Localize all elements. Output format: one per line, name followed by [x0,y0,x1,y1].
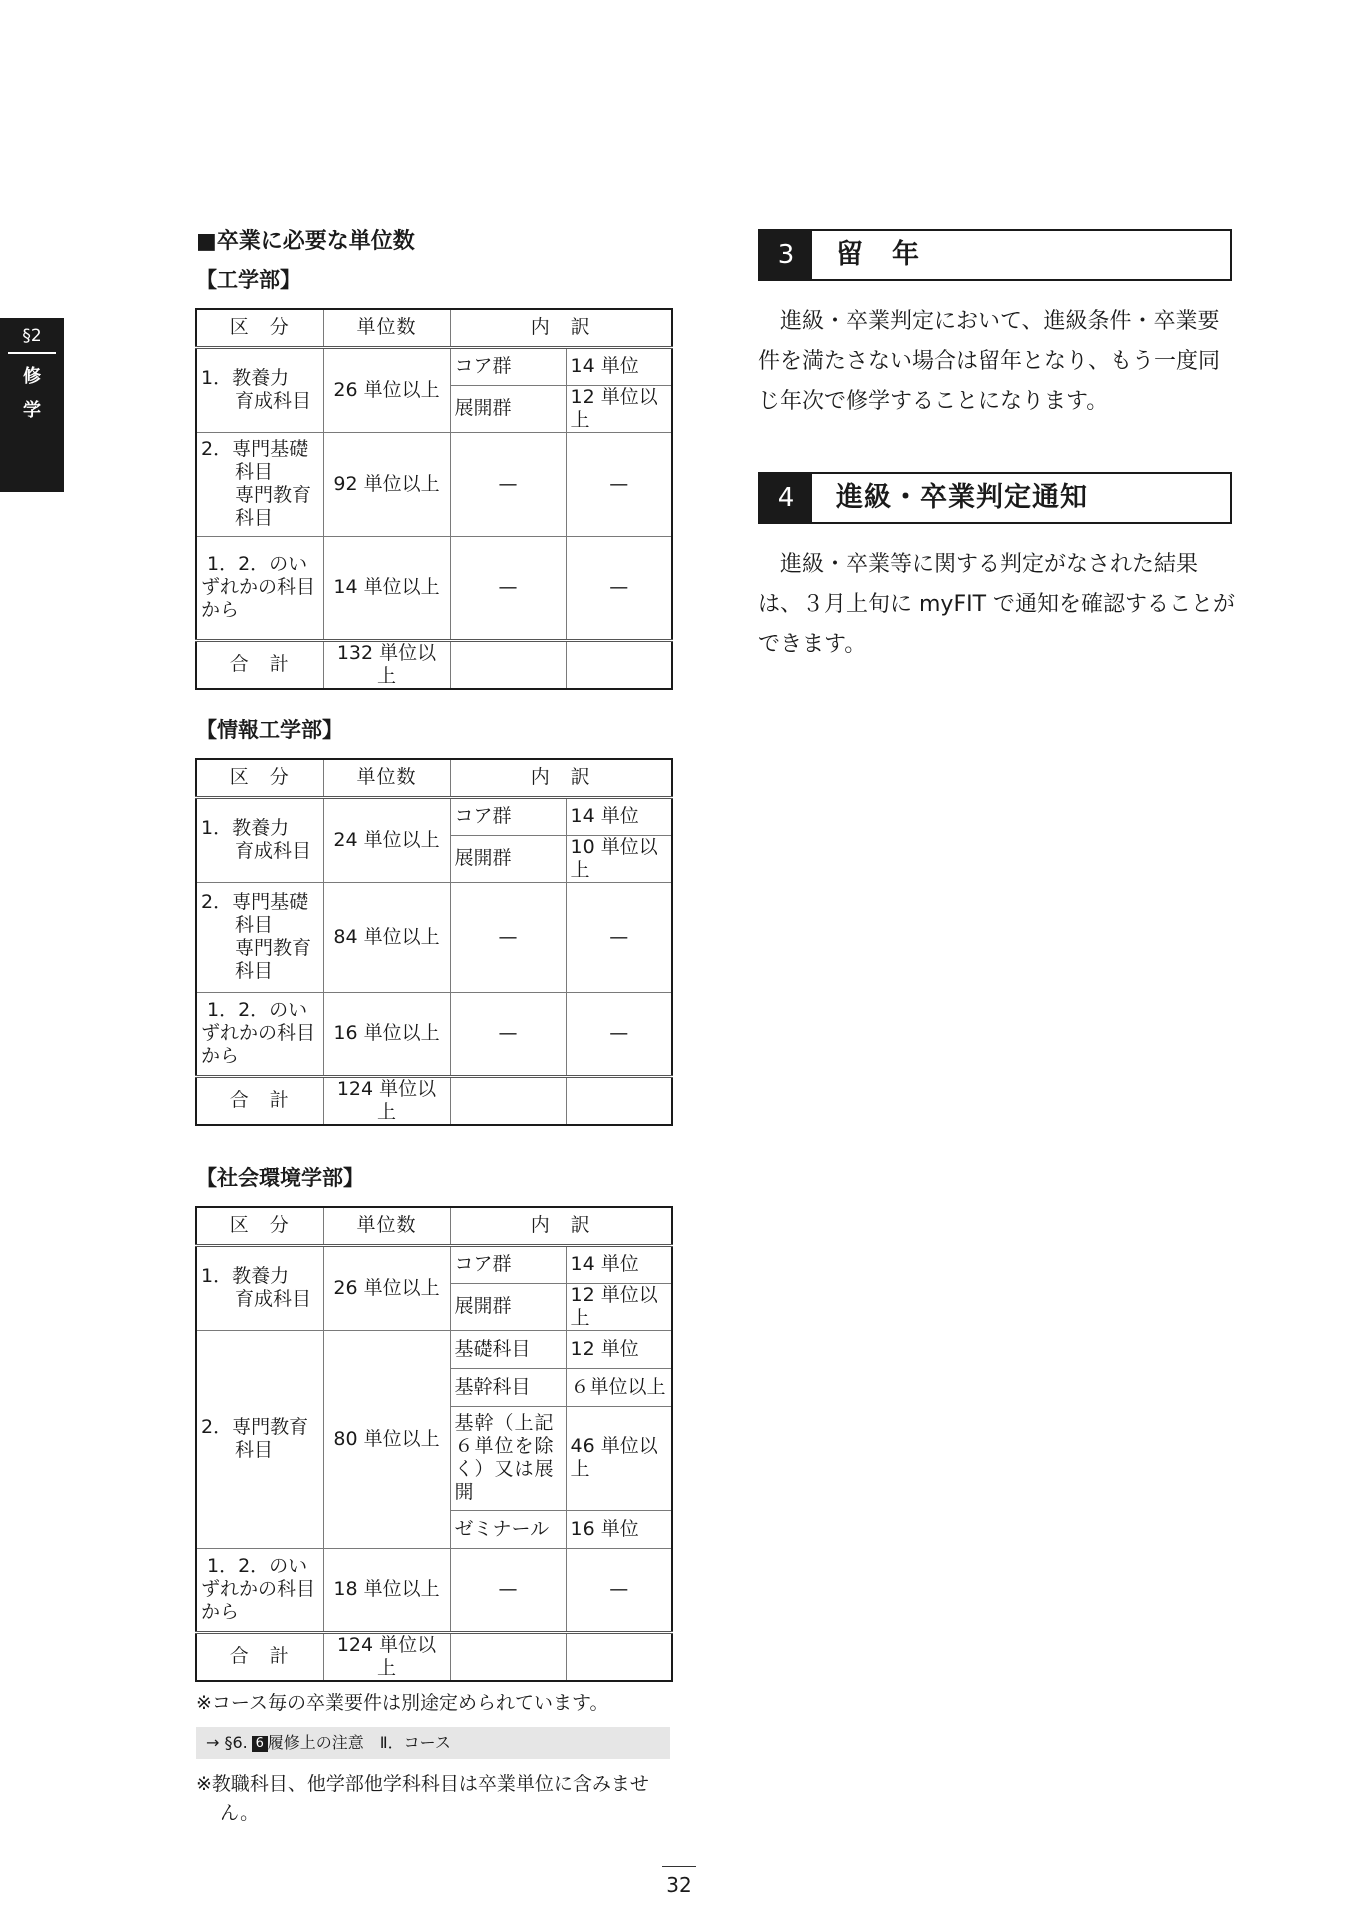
sub-category-cell: 基幹科目 [450,1368,566,1406]
dash-cell: — [566,536,672,640]
reference-number-box: 6 [252,1736,268,1752]
sub-category-cell: 基礎科目 [450,1330,566,1368]
header-breakdown: 内 訳 [450,759,672,797]
sub-category-cell: 展開群 [450,835,566,882]
table-row [196,992,672,1076]
header-credits: 単位数 [323,309,450,347]
section-number-badge: 4 [760,474,812,522]
sub-credits-cell: 12 単位 [566,1330,672,1368]
table-row [196,347,672,385]
engineering-credits-table [195,308,673,690]
header-category: 区 分 [196,759,323,797]
sub-category-cell: 展開群 [450,1283,566,1330]
empty-cell [450,640,566,689]
dash-cell: — [566,432,672,536]
header-credits: 単位数 [323,1207,450,1245]
page-number-rule [662,1866,696,1867]
side-tab-label-2: 学 [23,400,41,421]
total-label: 合 計 [196,640,323,689]
credits-cell: 14 単位以上 [323,536,450,640]
sub-credits-cell: 14 単位 [566,797,672,835]
sub-category-cell: コア群 [450,1245,566,1283]
total-row [196,640,672,689]
credits-cell: 16 単位以上 [323,992,450,1076]
total-row [196,1632,672,1681]
dash-cell: — [566,992,672,1076]
category-cell: 1．2．のい ずれかの科目 から [196,1548,323,1632]
section-3-header [758,229,1232,281]
reference-prefix: → §6. [206,1733,248,1752]
table-header-row [196,759,672,797]
category-cell: 2．専門基礎 科目 専門教育 科目 [196,432,323,536]
total-credits: 124 単位以上 [323,1076,450,1125]
section-3-body: 進級・卒業判定において、進級条件・卒業要件を満たさない場合は留年となり、もう一度同じ年次で修学することになります。 [758,309,1221,414]
section-side-tab [0,318,64,492]
section-4-header [758,472,1232,524]
credits-cell: 80 単位以上 [323,1330,450,1548]
side-tab-underline [8,352,56,354]
cross-reference-bar [196,1727,670,1759]
header-category: 区 分 [196,309,323,347]
header-breakdown: 内 訳 [450,1207,672,1245]
page-number: 32 [666,1873,692,1897]
table-header-row [196,309,672,347]
total-label: 合 計 [196,1632,323,1681]
reference-suffix: 履修上の注意 Ⅱ．コース [267,1733,451,1752]
dash-cell: — [450,1548,566,1632]
sub-category-cell: コア群 [450,347,566,385]
sub-credits-cell: 10 単位以上 [566,835,672,882]
computer-science-heading: 【情報工学部】 [196,718,343,742]
section-number-badge: 3 [760,231,812,279]
category-cell: 1．教養力 育成科目 [196,797,323,882]
credits-cell: 84 単位以上 [323,882,450,992]
dash-cell: — [566,882,672,992]
category-cell: 1．2．のい ずれかの科目 から [196,992,323,1076]
total-label: 合 計 [196,1076,323,1125]
side-tab-section-number: §2 [22,326,42,346]
computer-science-credits-table [195,758,673,1126]
sub-credits-cell: 16 単位 [566,1510,672,1548]
credits-main-heading: ■卒業に必要な単位数 [196,229,415,254]
total-row [196,1076,672,1125]
sub-credits-cell: 14 単位 [566,347,672,385]
header-category: 区 分 [196,1207,323,1245]
table-row [196,797,672,835]
section-4-body: 進級・卒業等に関する判定がなされた結果は、３月上旬に myFIT で通知を確認することができます。 [758,552,1236,657]
sub-credits-cell: 14 単位 [566,1245,672,1283]
sub-category-cell: 展開群 [450,385,566,432]
header-credits: 単位数 [323,759,450,797]
table-row [196,536,672,640]
side-tab-label-1: 修 [23,366,41,387]
category-cell: 2．専門基礎 科目 専門教育 科目 [196,882,323,992]
dash-cell: — [450,432,566,536]
table-row [196,1548,672,1632]
credits-cell: 26 単位以上 [323,1245,450,1330]
sub-credits-cell: 46 単位以上 [566,1406,672,1510]
dash-cell: — [450,992,566,1076]
dash-cell: — [450,536,566,640]
sub-credits-cell: 12 単位以上 [566,385,672,432]
table-row [196,882,672,992]
sub-category-cell: 基幹（上記６単位を除く）又は展開 [450,1406,566,1510]
sub-credits-cell: ６単位以上 [566,1368,672,1406]
empty-cell [566,640,672,689]
course-requirement-note: ※コース毎の卒業要件は別途定められています。 [196,1692,609,1714]
social-environment-credits-table [195,1206,673,1682]
credits-cell: 24 単位以上 [323,797,450,882]
empty-cell [450,1076,566,1125]
dash-cell: — [450,882,566,992]
total-credits: 132 単位以上 [323,640,450,689]
credits-cell: 26 単位以上 [323,347,450,432]
table-row [196,1330,672,1368]
dash-cell: — [566,1548,672,1632]
empty-cell [566,1632,672,1681]
section-title: 進級・卒業判定通知 [836,482,1088,513]
header-breakdown: 内 訳 [450,309,672,347]
table-header-row [196,1207,672,1245]
social-environment-heading: 【社会環境学部】 [196,1166,364,1190]
category-cell: 1．教養力 育成科目 [196,347,323,432]
category-cell: 1．教養力 育成科目 [196,1245,323,1330]
table-row [196,432,672,536]
credits-cell: 18 単位以上 [323,1548,450,1632]
sub-category-cell: ゼミナール [450,1510,566,1548]
table-row [196,1245,672,1283]
category-cell: 2．専門教育 科目 [196,1330,323,1548]
section-title: 留 年 [836,239,920,270]
sub-category-cell: コア群 [450,797,566,835]
credits-cell: 92 単位以上 [323,432,450,536]
empty-cell [450,1632,566,1681]
category-cell: 1．2．のい ずれかの科目 から [196,536,323,640]
engineering-heading: 【工学部】 [196,268,301,292]
empty-cell [566,1076,672,1125]
total-credits: 124 単位以上 [323,1632,450,1681]
exclusion-note: ※教職科目、他学部他学科科目は卒業単位に含みませ ん。 [196,1773,649,1824]
sub-credits-cell: 12 単位以上 [566,1283,672,1330]
